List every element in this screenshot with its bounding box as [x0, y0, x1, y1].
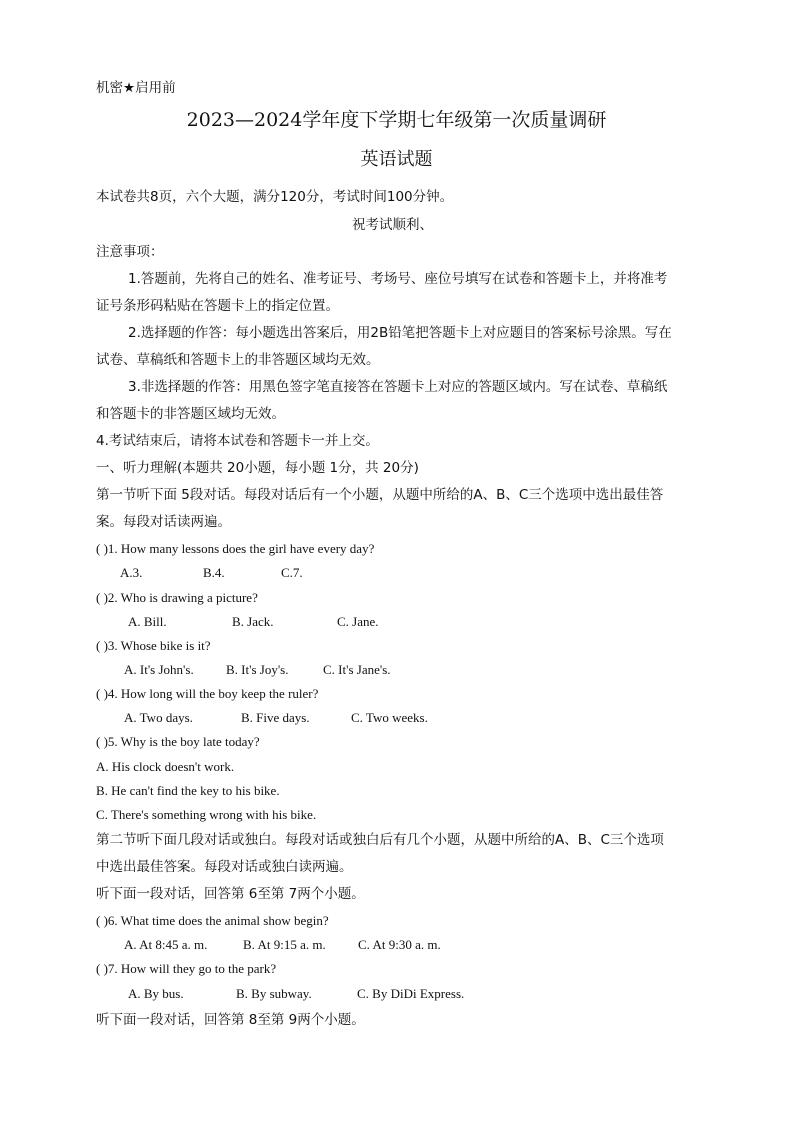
question-7-option-a: A. By bus. — [128, 986, 184, 1001]
note-2-line-2: 试卷、草稿纸和答题卡上的非答题区域均无效。 — [96, 352, 380, 368]
confidential-label: 机密★启用前 — [96, 80, 176, 96]
question-4-stem: ( )4. How long will the boy keep the ruler? — [96, 686, 319, 701]
note-1-line-2: 证号条形码粘贴在答题卡上的指定位置。 — [96, 298, 339, 314]
note-1-line-1: 1.答题前，先将自己的姓名、准考证号、考场号、座位号填写在试卷和答题卡上，并将准考 — [128, 271, 668, 287]
part-1-instructions-line-2: 案。每段对话读两遍。 — [96, 514, 231, 530]
question-6-option-a: A. At 8:45 a. m. — [124, 937, 208, 952]
question-5-option-a: A. His clock doesn't work. — [96, 759, 235, 774]
question-1-option-c: C.7. — [281, 565, 303, 580]
question-2-option-a: A. Bill. — [128, 614, 167, 629]
question-5-stem: ( )5. Why is the boy late today? — [96, 734, 260, 749]
dialog-8-9-instruction: 听下面一段对话，回答第 8至第 9两个小题。 — [96, 1012, 365, 1028]
question-5-option-c: C. There's something wrong with his bike. — [96, 807, 317, 822]
question-2-stem: ( )2. Who is drawing a picture? — [96, 590, 258, 605]
question-3-option-b: B. It's Joy's. — [226, 662, 289, 677]
exam-wish: 祝考试顺利、 — [352, 217, 433, 233]
question-1-option-b: B.4. — [203, 565, 225, 580]
question-4-option-b: B. Five days. — [241, 710, 310, 725]
dialog-6-7-instruction: 听下面一段对话，回答第 6至第 7两个小题。 — [96, 886, 365, 902]
question-4-option-a: A. Two days. — [124, 710, 193, 725]
question-3-option-c: C. It's Jane's. — [323, 662, 391, 677]
question-7-option-b: B. By subway. — [236, 986, 312, 1001]
question-6-option-c: C. At 9:30 a. m. — [358, 937, 441, 952]
exam-info: 本试卷共8页，六个大题，满分120分，考试时间100分钟。 — [96, 189, 454, 205]
question-2-option-c: C. Jane. — [337, 614, 379, 629]
question-7-stem: ( )7. How will they go to the park? — [96, 961, 277, 976]
part-1-instructions-line-1: 第一节听下面 5段对话。每段对话后有一个小题，从题中所给的A、B、C三个选项中选出最佳答 — [96, 487, 664, 503]
question-6-stem: ( )6. What time does the animal show begin? — [96, 913, 329, 928]
question-3-stem: ( )3. Whose bike is it? — [96, 638, 211, 653]
question-4-option-c: C. Two weeks. — [351, 710, 428, 725]
exam-subtitle: 英语试题 — [360, 149, 433, 170]
question-2-option-b: B. Jack. — [232, 614, 274, 629]
note-3-line-1: 3.非选择题的作答：用黑色签字笔直接答在答题卡上对应的答题区域内。写在试卷、草稿纸 — [128, 379, 668, 395]
note-4: 4.考试结束后，请将本试卷和答题卡一并上交。 — [96, 433, 379, 449]
question-6-option-b: B. At 9:15 a. m. — [243, 937, 326, 952]
part-2-instructions-line-1: 第二节听下面几段对话或独白。每段对话或独白后有几个小题，从题中所给的A、B、C三个选项 — [96, 832, 664, 848]
section-1-heading: 一、听力理解(本题共 20小题，每小题 1分，共 20分) — [96, 460, 419, 476]
question-3-option-a: A. It's John's. — [124, 662, 194, 677]
question-1-option-a: A.3. — [120, 565, 143, 580]
part-2-instructions-line-2: 中选出最佳答案。每段对话或独白读两遍。 — [96, 859, 353, 875]
note-3-line-2: 和答题卡的非答题区域均无效。 — [96, 406, 285, 422]
exam-title: 2023—2024学年度下学期七年级第一次质量调研 — [186, 109, 607, 131]
question-5-option-b: B. He can't find the key to his bike. — [96, 783, 280, 798]
notice-heading: 注意事项： — [96, 244, 164, 260]
note-2-line-1: 2.选择题的作答：每小题选出答案后，用2B铅笔把答题卡上对应题目的答案标号涂黑。写在 — [128, 325, 672, 341]
question-7-option-c: C. By DiDi Express. — [357, 986, 465, 1001]
question-1-stem: ( )1. How many lessons does the girl have every day? — [96, 541, 375, 556]
